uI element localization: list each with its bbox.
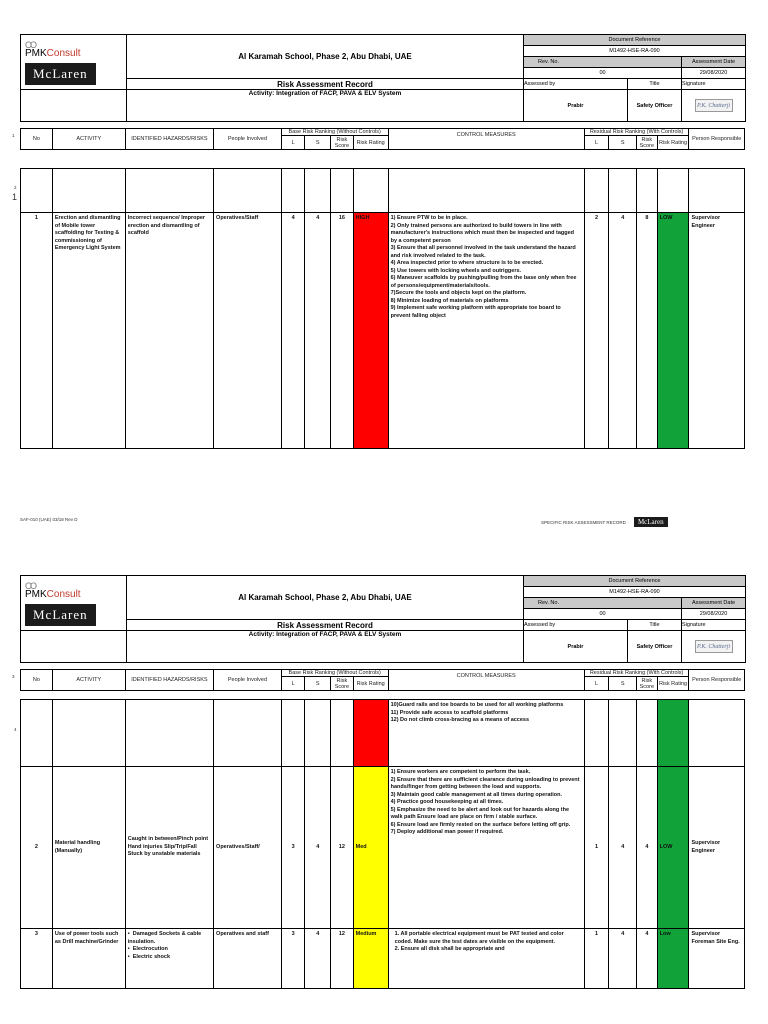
col-l: L [281, 677, 305, 691]
row-responsible: Supervisor Foreman Site Eng. [689, 929, 745, 989]
risk-table-page-1 [20, 128, 745, 150]
marker-1: 1 [12, 133, 15, 138]
assessed-by-value: Prabir [524, 631, 628, 663]
marker-3: 3 [12, 674, 15, 679]
title-value: Safety Officer [628, 631, 682, 663]
row-res-rating-low: LOW [657, 213, 689, 449]
rev-value: 00 [524, 68, 682, 79]
col-control: CONTROL MEASURES [388, 129, 584, 150]
table-row [21, 767, 745, 929]
row-res-rating-low: LOW [657, 767, 689, 929]
doc-ref-label: Document Reference [524, 576, 746, 587]
row-hazard: • Damaged Sockets & cable insulation. • Electrocution • Electric shock [125, 929, 213, 989]
row-score: 12 [331, 767, 354, 929]
row-res-score: 8 [637, 213, 658, 449]
row-rating-high: HIGH [353, 213, 388, 449]
row-controls-continued: 10)Guard rails and toe boards to be used for all working platforms 11) Provide safe access to scaffold platforms 12) Do not climb cross-bracing as a means of access [388, 700, 584, 767]
row-hazard: Caught in between/Pinch point Hand injuries Slip/Trip/Fall Stuck by unstable materials [125, 767, 213, 929]
col-res-risk-score: Risk Score [637, 136, 658, 150]
col-activity: ACTIVITY [52, 670, 125, 691]
col-s: S [305, 677, 331, 691]
row-l: 3 [281, 767, 305, 929]
assessed-by-label: Assessed by [524, 620, 628, 631]
doc-ref-label: Document Reference [524, 35, 746, 46]
rev-label: Rev. No. [524, 57, 682, 68]
pmk-logo-text: PMKConsult [25, 48, 81, 59]
rev-value: 00 [524, 609, 682, 620]
row-controls: 1. All portable electrical equipment must be PAT tested and color coded. Make sure the test dates are visible on the equipment. 2. Ensure all disk shall be appropriate and [388, 929, 584, 989]
col-res-s: S [609, 677, 637, 691]
row-res-rating-continued [657, 700, 689, 767]
row-score: 12 [331, 929, 354, 989]
row-s: 4 [305, 929, 331, 989]
row-score: 16 [331, 213, 354, 449]
signature-image: P.K. Chatterji [695, 99, 733, 112]
risk-table-body-page-1 [20, 168, 745, 449]
pmk-logo-text: PMKConsult [25, 589, 81, 600]
signature [682, 90, 746, 122]
table-row [21, 929, 745, 989]
footer-left: SAF-010 (UAE) 03/18 Rev D [20, 517, 78, 522]
doc-ref-value: M1492-HSE-RA-090 [524, 587, 746, 598]
row-res-rating-low: Low [657, 929, 689, 989]
col-base-rank: Base Risk Ranking (Without Controls) [281, 670, 388, 677]
row-hazard: Incorrect sequence/ Improper erection and dismantling of scaffold [125, 213, 213, 449]
site-title: Al Karamah School, Phase 2, Abu Dhabi, UAE [127, 576, 524, 620]
company-logo [21, 35, 127, 90]
rings-icon: OO [25, 40, 36, 50]
page-1 [20, 34, 745, 449]
col-res-l: L [584, 677, 609, 691]
row-res-score: 4 [637, 767, 658, 929]
activity-title: Activity: Integration of FACP, PAVA & ELV System [127, 631, 524, 663]
col-risk-rating: Risk Rating [353, 677, 388, 691]
row-l: 4 [281, 213, 305, 449]
company-logo [21, 576, 127, 631]
row-activity: Use of power tools such as Drill machine/Grinder [52, 929, 125, 989]
col-res-l: L [584, 136, 609, 150]
row-controls: 1) Ensure PTW to be in place. 2) Only trained persons are authorized to build towers in line with manufacturer's instructions which must then be inspected and tagged by a competent person 3) Ensure that all personnel involved in the task understand the hazard and risk involved related to the task. 4) Area inspected prior to where structure is to be erected. 5) Use towers with locking wheels and outriggers. 6) Maneuver scaffolds by pushing/pulling from the base only when free of persons/equipment/materials/tools. 7)Secure the tools and objects kept on the platform. 8) Minimize loading of materials on platforms 9) Implement safe working platform with appropriate toe board to prevent falling object [388, 213, 584, 449]
col-base-rank: Base Risk Ranking (Without Controls) [281, 129, 388, 136]
assessed-by-label: Assessed by [524, 79, 628, 90]
col-people: People Involved [214, 670, 282, 691]
col-people: People Involved [214, 129, 282, 150]
row-responsible: Supervisor Engineer [689, 767, 745, 929]
row-no: 3 [21, 929, 53, 989]
document-header [20, 34, 746, 122]
col-hazards: IDENTIFIED HAZARDS/RISKS [125, 670, 213, 691]
mclaren-logo: McLaren [25, 63, 96, 85]
footer-right: SPECIFIC RISK ASSESSMENT RECORD McLaren [541, 517, 668, 527]
table-row-continued [21, 700, 745, 767]
col-control: CONTROL MEASURES [388, 670, 584, 691]
mclaren-logo: McLaren [25, 604, 96, 626]
title-value: Safety Officer [628, 90, 682, 122]
document-header-2 [20, 575, 746, 663]
marker-2: 2 [14, 185, 17, 190]
col-activity: ACTIVITY [52, 129, 125, 150]
col-res-risk-rating: Risk Rating [657, 136, 689, 150]
row-controls: 1) Ensure workers are competent to perform the task. 2) Ensure that there are sufficient clearance during unloading to prevent hands/finger from getting between the load and supports. 3) Maintain good cable management at all times during operation. 4) Practice good housekeeping at all times. 5) Emphasize the need to be alert and look out for hazards along the walk path Ensure load are place on firm / stable surface. 6) Ensure load are firmly rested on the surface before letting off grip. 7) Deploy additional man power if required. [388, 767, 584, 929]
row-rating-medium: Medium [353, 929, 388, 989]
col-no: No [21, 670, 53, 691]
col-residual-rank: Residual Risk Ranking (With Controls) [584, 129, 689, 136]
row-no: 1 [21, 213, 53, 449]
row-res-s: 4 [609, 929, 637, 989]
col-res-risk-score: Risk Score [637, 677, 658, 691]
assess-date-value: 29/08/2020 [682, 68, 746, 79]
col-l: L [281, 136, 305, 150]
col-res-s: S [609, 136, 637, 150]
row-res-score: 4 [637, 929, 658, 989]
col-hazards: IDENTIFIED HAZARDS/RISKS [125, 129, 213, 150]
site-title: Al Karamah School, Phase 2, Abu Dhabi, UAE [127, 35, 524, 79]
row-l: 3 [281, 929, 305, 989]
row-activity: Material handling (Manually) [52, 767, 125, 929]
col-responsible: Person Responsible [689, 129, 745, 150]
title-label: Title [628, 79, 682, 90]
signature-label: Signature [682, 79, 746, 90]
assess-date-label: Assessment Date [682, 57, 746, 68]
row-rating-continued [353, 700, 388, 767]
row-responsible: Supervisor Engineer [689, 213, 745, 449]
marker-4: 4 [14, 727, 17, 732]
signature [682, 631, 746, 663]
row-people: Operatives/Staff/ [214, 767, 282, 929]
record-title: Risk Assessment Record [127, 620, 524, 631]
signature-image: P.K. Chatterji [695, 640, 733, 653]
row-s: 4 [305, 213, 331, 449]
title-label: Title [628, 620, 682, 631]
col-responsible: Person Responsible [689, 670, 745, 691]
row-res-l: 1 [584, 767, 609, 929]
row-no: 2 [21, 767, 53, 929]
assess-date-label: Assessment Date [682, 598, 746, 609]
row-s: 4 [305, 767, 331, 929]
row-res-l: 2 [584, 213, 609, 449]
blank-row [21, 169, 745, 213]
col-no: No [21, 129, 53, 150]
row-activity: Erection and dismantling of Mobile tower scaffolding for Testing & commissioning of Emergency Light System [52, 213, 125, 449]
rings-icon: OO [25, 581, 36, 591]
activity-title: Activity: Integration of FACP, PAVA & ELV System [127, 90, 524, 122]
row-people: Operatives and staff [214, 929, 282, 989]
row-people: Operatives/Staff [214, 213, 282, 449]
risk-table-page-2 [20, 669, 745, 691]
signature-label: Signature [682, 620, 746, 631]
assess-date-value: 29/08/2020 [682, 609, 746, 620]
assessed-by-value: Prabir [524, 90, 628, 122]
row-res-l: 1 [584, 929, 609, 989]
row-rating-med: Med [353, 767, 388, 929]
col-risk-score: Risk Score [331, 677, 354, 691]
row-res-s: 4 [609, 767, 637, 929]
rev-label: Rev. No. [524, 598, 682, 609]
footer-mclaren-logo: McLaren [634, 517, 668, 527]
col-risk-score: Risk Score [331, 136, 354, 150]
risk-table-body-page-2 [20, 699, 745, 989]
marker-big-1: 1 [12, 192, 18, 202]
col-residual-rank: Residual Risk Ranking (With Controls) [584, 670, 689, 677]
col-res-risk-rating: Risk Rating [657, 677, 689, 691]
page-2 [20, 575, 745, 989]
col-risk-rating: Risk Rating [353, 136, 388, 150]
record-title: Risk Assessment Record [127, 79, 524, 90]
doc-ref-value: M1492-HSE-RA-090 [524, 46, 746, 57]
table-row [21, 213, 745, 449]
col-s: S [305, 136, 331, 150]
row-res-s: 4 [609, 213, 637, 449]
